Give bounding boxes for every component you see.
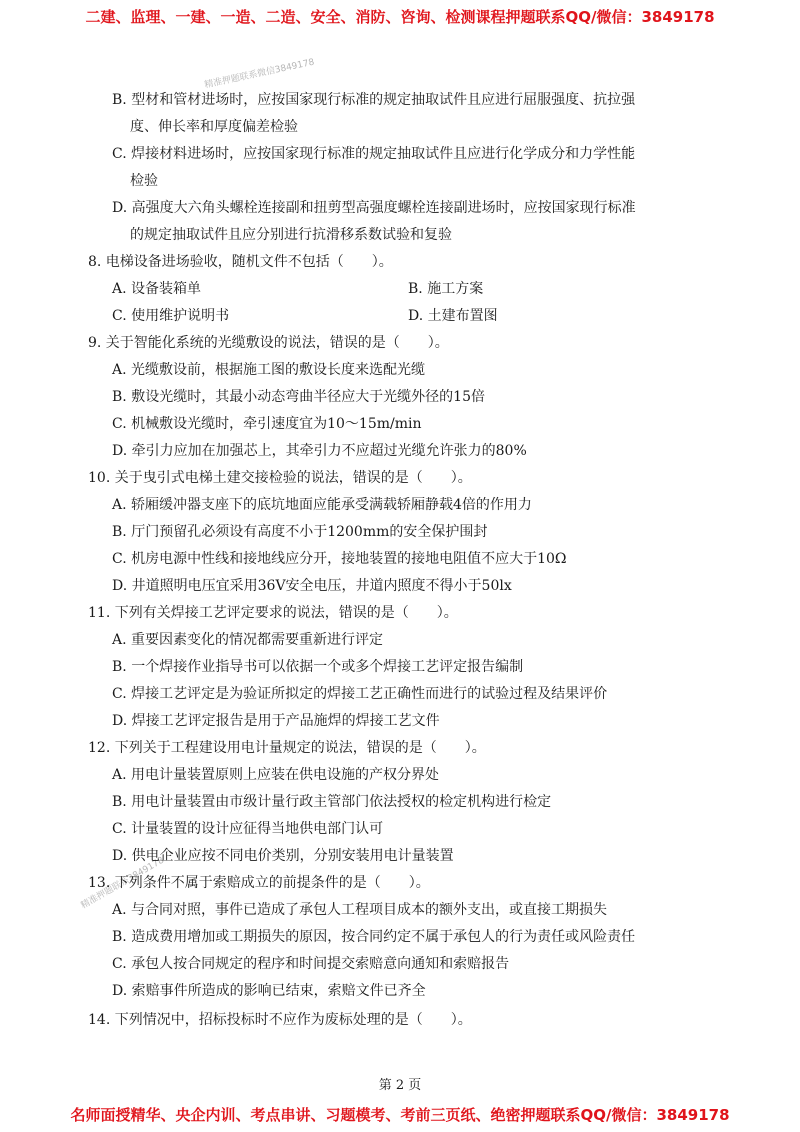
q7-option-b-line2: 度、伸长率和厚度偏差检验 (130, 119, 298, 135)
q13-option-c: C. 承包人按合同规定的程序和时间提交索赔意向通知和索赔报告 (112, 956, 510, 972)
q13-option-d: D. 索赔事件所造成的影响已结束，索赔文件已齐全 (112, 983, 426, 999)
q10-option-d: D. 井道照明电压宜采用36V安全电压，井道内照度不得小于50lx (112, 578, 512, 594)
q9-option-a: A. 光缆敷设前，根据施工图的敷设长度来选配光缆 (112, 362, 426, 378)
q8-option-c: C. 使用维护说明书 (112, 308, 230, 324)
q12-stem: 12. 下列关于工程建设用电计量规定的说法，错误的是（ ）。 (88, 740, 486, 756)
q8-stem: 8. 电梯设备进场验收，随机文件不包括（ ）。 (88, 254, 393, 270)
watermark-text: 精准押题联系微信3849178 (203, 57, 316, 91)
q9-option-c: C. 机械敷设光缆时，牵引速度宜为10～15m/min (112, 416, 422, 432)
q7-option-c-line1: C. 焊接材料进场时，应按国家现行标准的规定抽取试件且应进行化学成分和力学性能 (112, 146, 636, 162)
q12-option-b: B. 用电计量装置由市级计量行政主管部门依法授权的检定机构进行检定 (112, 794, 552, 810)
top-contact-banner: 二建、监理、一建、一造、二造、安全、消防、咨询、检测课程押题联系QQ/微信：3849178 (85, 8, 715, 26)
q10-option-b: B. 厅门预留孔必须设有高度不小于1200mm的安全保护围封 (112, 524, 488, 540)
page-number: 第 2 页 (378, 1078, 422, 1093)
q12-option-a: A. 用电计量装置原则上应装在供电设施的产权分界处 (112, 767, 440, 783)
q9-stem: 9. 关于智能化系统的光缆敷设的说法，错误的是（ ）。 (88, 335, 449, 351)
q12-option-d: D. 供电企业应按不同电价类别，分别安装用电计量装置 (112, 848, 454, 864)
q8-option-d: D. 土建布置图 (408, 308, 498, 324)
q11-option-d: D. 焊接工艺评定报告是用于产品施焊的焊接工艺文件 (112, 713, 440, 729)
q7-option-d-line1: D. 高强度大六角头螺栓连接副和扭剪型高强度螺栓连接副进场时，应按国家现行标准 (112, 200, 636, 216)
q11-option-b: B. 一个焊接作业指导书可以依据一个或多个焊接工艺评定报告编制 (112, 659, 524, 675)
q11-stem: 11. 下列有关焊接工艺评定要求的说法，错误的是（ ）。 (88, 605, 458, 621)
q7-option-b-line1: B. 型材和管材进场时，应按国家现行标准的规定抽取试件且应进行屈服强度、抗拉强 (112, 92, 636, 108)
watermark-text: 精准押题联系3849178 (79, 855, 166, 912)
q14-stem: 14. 下列情况中，招标投标时不应作为废标处理的是（ ）。 (88, 1012, 472, 1028)
q9-option-b: B. 敷设光缆时，其最小动态弯曲半径应大于光缆外径的15倍 (112, 389, 486, 405)
q7-option-d-line2: 的规定抽取试件且应分别进行抗滑移系数试验和复验 (130, 227, 452, 243)
q11-option-c: C. 焊接工艺评定是为验证所拟定的焊接工艺正确性而进行的试验过程及结果评价 (112, 686, 608, 702)
q9-option-d: D. 牵引力应加在加强芯上，其牵引力不应超过光缆允许张力的80% (112, 443, 527, 459)
q13-option-b: B. 造成费用增加或工期损失的原因，按合同约定不属于承包人的行为责任或风险责任 (112, 929, 636, 945)
q8-option-b: B. 施工方案 (408, 281, 484, 297)
q12-option-c: C. 计量装置的设计应征得当地供电部门认可 (112, 821, 384, 837)
q7-option-c-line2: 检验 (130, 173, 158, 189)
q10-option-a: A. 轿厢缓冲器支座下的底坑地面应能承受满载轿厢静载4倍的作用力 (112, 497, 532, 513)
bottom-contact-banner: 名师面授精华、央企内训、考点串讲、习题模考、考前三页纸、绝密押题联系QQ/微信：3849178 (70, 1106, 730, 1124)
q10-option-c: C. 机房电源中性线和接地线应分开，接地装置的接地电阻值不应大于10Ω (112, 551, 567, 567)
q13-stem: 13. 下列条件不属于索赔成立的前提条件的是（ ）。 (88, 875, 430, 891)
q13-option-a: A. 与合同对照，事件已造成了承包人工程项目成本的额外支出，或直接工期损失 (112, 902, 608, 918)
q8-option-a: A. 设备装箱单 (112, 281, 202, 297)
q10-stem: 10. 关于曳引式电梯土建交接检验的说法，错误的是（ ）。 (88, 470, 472, 486)
q11-option-a: A. 重要因素变化的情况都需要重新进行评定 (112, 632, 384, 648)
